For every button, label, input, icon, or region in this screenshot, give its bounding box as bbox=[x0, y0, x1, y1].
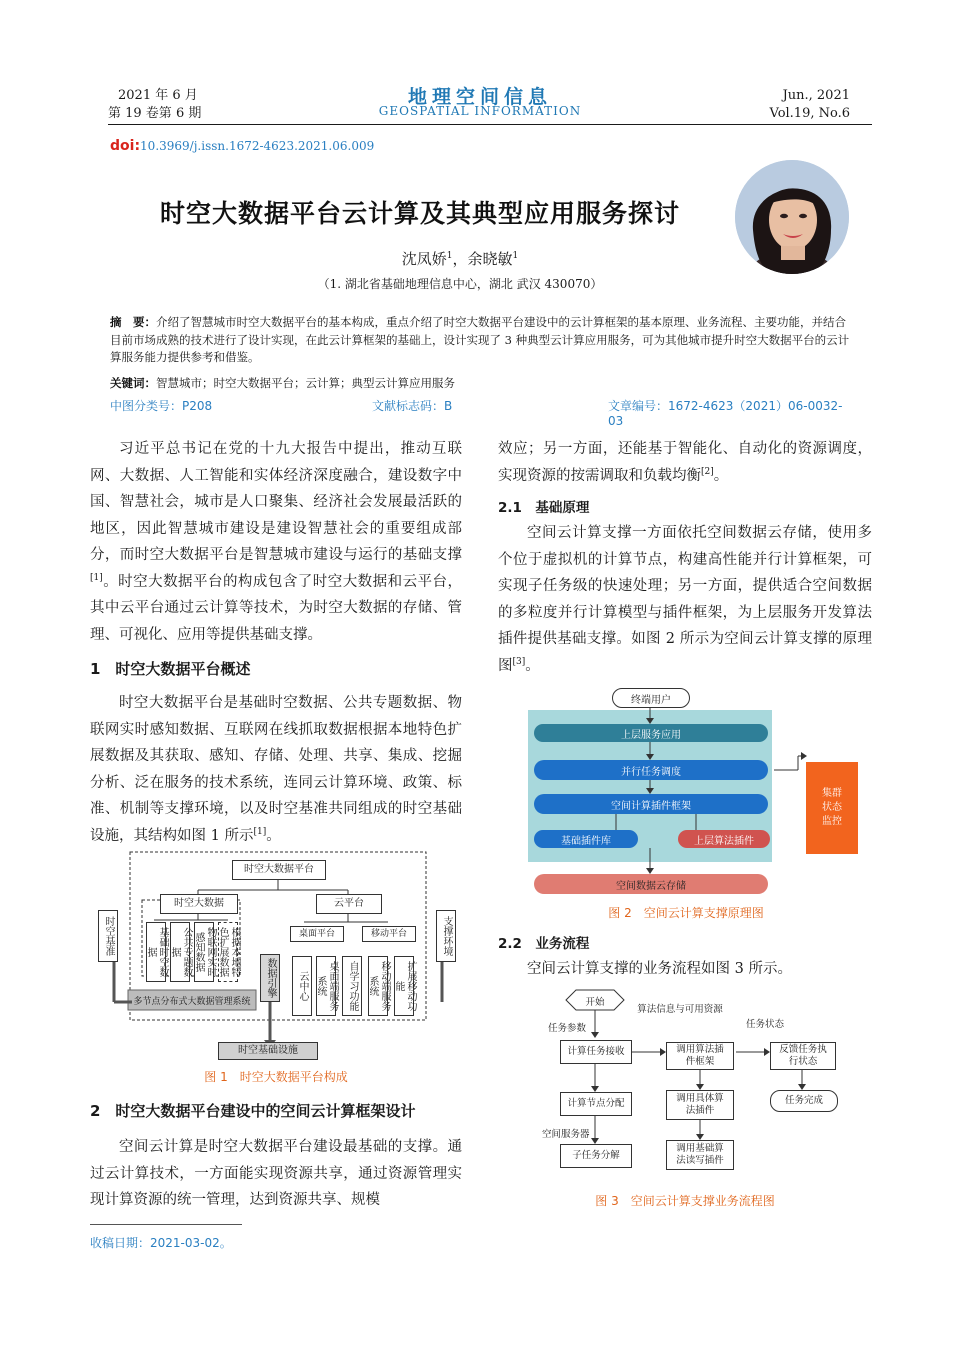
author-1-sup: 1 bbox=[446, 251, 453, 261]
fig2-sched: 并行任务调度 bbox=[534, 760, 768, 780]
header-date-en: Jun., 2021 bbox=[782, 88, 850, 103]
right-p1-text: 效应；另一方面，还能基于智能化、自动化的资源调度，实现资源的按需调取和负载均衡 bbox=[498, 441, 872, 484]
doi[interactable] bbox=[110, 138, 374, 154]
fig2-frame: 空间计算插件框架 bbox=[534, 794, 768, 814]
section-1-heading: 1 时空大数据平台概述 bbox=[90, 660, 251, 678]
left-paragraph-2 bbox=[90, 690, 462, 849]
right-paragraph-2 bbox=[498, 520, 872, 679]
fig2-algo: 上层算法插件 bbox=[678, 830, 770, 848]
ref-3: [3] bbox=[512, 656, 526, 667]
fig1-cloud: 云平台 bbox=[316, 894, 382, 914]
figure-1 bbox=[92, 850, 464, 1065]
left-p1-text: 习近平总书记在党的十九大报告中提出，推动互联网、大数据、人工智能和实体经济深度融合，建设数字中国、智慧社会，城市是人口聚集、经济社会发展最活跃的地区，因此智慧城市建设是建设智慧社会的重要组成部分，而时空大数据平台是智慧城市建设与运行的基础支撑 bbox=[90, 441, 462, 563]
author-photo bbox=[735, 160, 849, 274]
right-p1-end: 。 bbox=[713, 467, 729, 484]
figure-3-caption: 图 3 空间云计算支撑业务流程图 bbox=[595, 1194, 775, 1208]
left-p2-text: 时空大数据平台是基础时空数据、公共专题数据、物联网实时感知数据、互联网在线抓取数据根据本地特色扩展数据及其获取、感知、存储、处理、共享、集成、挖掘分析、泛在服务的技术系统，连同云计算环境、政策、标准、机制等支撑环境，以及时空基准共同组成的时空基础设施，其结构如图 1 所示 bbox=[90, 695, 462, 844]
fig3-b8: 任务完成 bbox=[770, 1090, 838, 1112]
header-rule bbox=[108, 124, 872, 125]
right-paragraph-1 bbox=[498, 436, 872, 489]
section-2-2-heading: 2.2 业务流程 bbox=[498, 936, 590, 952]
left-paragraph-1 bbox=[90, 436, 462, 648]
fig1-c4: 移动端服务系统 bbox=[368, 956, 388, 1016]
fig1-c2: 桌面端服务系统 bbox=[316, 956, 336, 1016]
fig1-base: 时空基础设施 bbox=[218, 1042, 318, 1060]
classification-row bbox=[110, 397, 852, 428]
doi-label: doi: bbox=[110, 138, 141, 154]
fig3-label-algo: 算法信息与可用资源 bbox=[637, 1004, 723, 1015]
fig1-c1: 云中心 bbox=[292, 956, 312, 1016]
fig1-d1: 基础时空数据 bbox=[146, 922, 166, 982]
ref-1: [1] bbox=[90, 572, 103, 583]
left-p2-end: 。 bbox=[266, 827, 281, 844]
right-p2-text: 空间云计算支撑一方面依托空间数据云存储，使用多个位于虚拟机的计算节点，构建高性能并行计算框架，可实现子任务级的快速处理；另一方面，提供适合空间数据的多粒度并行计算模型与插件框架，为上层服务开发算法插件提供基础支撑。如图 2 所示为空间云计算支撑的原理图 bbox=[498, 525, 872, 674]
fig2-monitor: 集群状态监控 bbox=[806, 762, 858, 854]
article-no bbox=[608, 397, 852, 428]
figure-3 bbox=[540, 986, 850, 1174]
journal-title-cn: 地理空间信息 bbox=[407, 86, 552, 108]
ref-2: [2] bbox=[701, 466, 714, 477]
clc bbox=[110, 397, 212, 414]
header-date-cn: 2021 年 6 月 bbox=[118, 88, 198, 103]
article-no-label: 文章编号： bbox=[608, 399, 669, 413]
abstract-text: 介绍了智慧城市时空大数据平台的基本构成，重点介绍了时空大数据平台建设中的云计算框架的基本原理、业务流程、主要功能，并结合目前市场成熟的技术进行了设计实现，在此云计算框架的基础上，设计实现了 3 种典型云计算应用服务，可为其他城市提升时空大数据平台的云计算服务能力提供参考和借鉴。 bbox=[110, 315, 850, 364]
fig3-start: 开始 bbox=[585, 997, 605, 1008]
doc-value: B bbox=[444, 399, 453, 413]
author-2-sup: 1 bbox=[512, 251, 519, 261]
received-date: 收稿日期：2021-03-02。 bbox=[90, 1236, 232, 1250]
abstract-label: 摘 要： bbox=[110, 315, 156, 329]
doc-label: 文献标志码： bbox=[372, 399, 445, 413]
fig1-mobile: 移动平台 bbox=[362, 926, 416, 942]
fig2-user: 终端用户 bbox=[612, 688, 690, 708]
fig3-b4: 调用算法插件框架 bbox=[666, 1042, 734, 1070]
author-2: ，余晓敏 bbox=[452, 250, 513, 268]
header-volume-cn: 第 19 卷第 6 期 bbox=[108, 106, 202, 121]
fig3-b2: 计算节点分配 bbox=[560, 1092, 632, 1116]
fig1-d2: 公共专题数据 bbox=[170, 922, 190, 982]
abstract bbox=[110, 314, 852, 367]
fig3-label-state: 任务状态 bbox=[746, 1019, 785, 1030]
keywords-text: 智慧城市；时空大数据平台；云计算；典型云计算应用服务 bbox=[156, 376, 455, 390]
fig1-c3: 自学习功能 bbox=[342, 956, 362, 1016]
left-paragraph-3: 空间云计算是时空大数据平台建设最基础的支撑。通过云计算技术，一方面能实现资源共享，通过资源管理实现计算资源的统一管理，达到资源共享、规模 bbox=[90, 1139, 462, 1208]
fig1-left-side: 时空基准 bbox=[98, 910, 118, 962]
author-1: 沈凤娇 bbox=[401, 250, 447, 268]
fig2-storage: 空间数据云存储 bbox=[534, 874, 768, 894]
figure-1-caption: 图 1 时空大数据平台构成 bbox=[204, 1070, 348, 1084]
figure-2-caption: 图 2 空间云计算支撑原理图 bbox=[608, 906, 764, 920]
fig2-lib: 基础插件库 bbox=[534, 830, 638, 848]
clc-value: P208 bbox=[182, 399, 213, 413]
right-p2-end: 。 bbox=[525, 657, 540, 674]
fig1-c5: 扩展移动功能 bbox=[394, 956, 414, 1016]
ref-1b: [1] bbox=[253, 826, 267, 837]
fig1-right-side: 支撑环境 bbox=[436, 910, 456, 962]
section-2-heading: 2 时空大数据平台建设中的空间云计算框架设计 bbox=[90, 1102, 416, 1120]
footnote-rule bbox=[90, 1224, 242, 1225]
article-no-value: 1672-4623（2021）06-0032-03 bbox=[608, 399, 843, 428]
authors bbox=[320, 248, 600, 269]
figure-2 bbox=[526, 686, 866, 898]
fig1-bigdata: 时空大数据 bbox=[160, 894, 238, 914]
fig2-app: 上层服务应用 bbox=[534, 724, 768, 742]
doc-code bbox=[372, 397, 452, 414]
fig3-b7: 反馈任务执行状态 bbox=[770, 1042, 836, 1070]
fig3-b3: 子任务分解 bbox=[560, 1144, 632, 1168]
left-p1b-text: 。时空大数据平台的构成包含了时空大数据和云平台，其中云平台通过云计算等技术，为时空大数据的存储、管理、可视化、应用等提供基础支撑。 bbox=[90, 573, 462, 643]
keywords-label: 关键词： bbox=[110, 376, 156, 390]
clc-label: 中图分类号： bbox=[110, 399, 183, 413]
fig3-b5: 调用具体算法插件 bbox=[666, 1090, 734, 1120]
right-paragraph-3: 空间云计算支撑的业务流程如图 3 所示。 bbox=[527, 961, 792, 977]
keywords bbox=[110, 375, 852, 393]
fig3-b1: 计算任务接收 bbox=[560, 1040, 632, 1064]
journal-title-en: GEOSPATIAL INFORMATION bbox=[378, 104, 582, 118]
affiliation: （1. 湖北省基础地理信息中心，湖北 武汉 430070） bbox=[317, 277, 603, 291]
fig1-d4: 根据本地特色扩展数据 bbox=[218, 922, 238, 982]
header-volume-en: Vol.19, No.6 bbox=[769, 106, 850, 121]
article-title: 时空大数据平台云计算及其典型应用服务探讨 bbox=[159, 199, 680, 228]
fig3-label-server: 空间服务器 bbox=[542, 1129, 590, 1140]
fig3-b6: 调用基础算法读写插件 bbox=[666, 1140, 734, 1170]
fig1-d3: 物联网实时感知数据 bbox=[194, 922, 214, 982]
fig1-desktop: 桌面平台 bbox=[290, 926, 344, 942]
fig1-dist: 多节点分布式大数据管理系统 bbox=[133, 997, 251, 1007]
fig1-engine: 数据引擎 bbox=[260, 954, 280, 1002]
section-2-1-heading: 2.1 基础原理 bbox=[498, 500, 590, 516]
fig1-top: 时空大数据平台 bbox=[232, 860, 326, 880]
doi-value: 10.3969/j.issn.1672-4623.2021.06.009 bbox=[140, 139, 375, 153]
fig3-label-params: 任务参数 bbox=[548, 1023, 587, 1034]
